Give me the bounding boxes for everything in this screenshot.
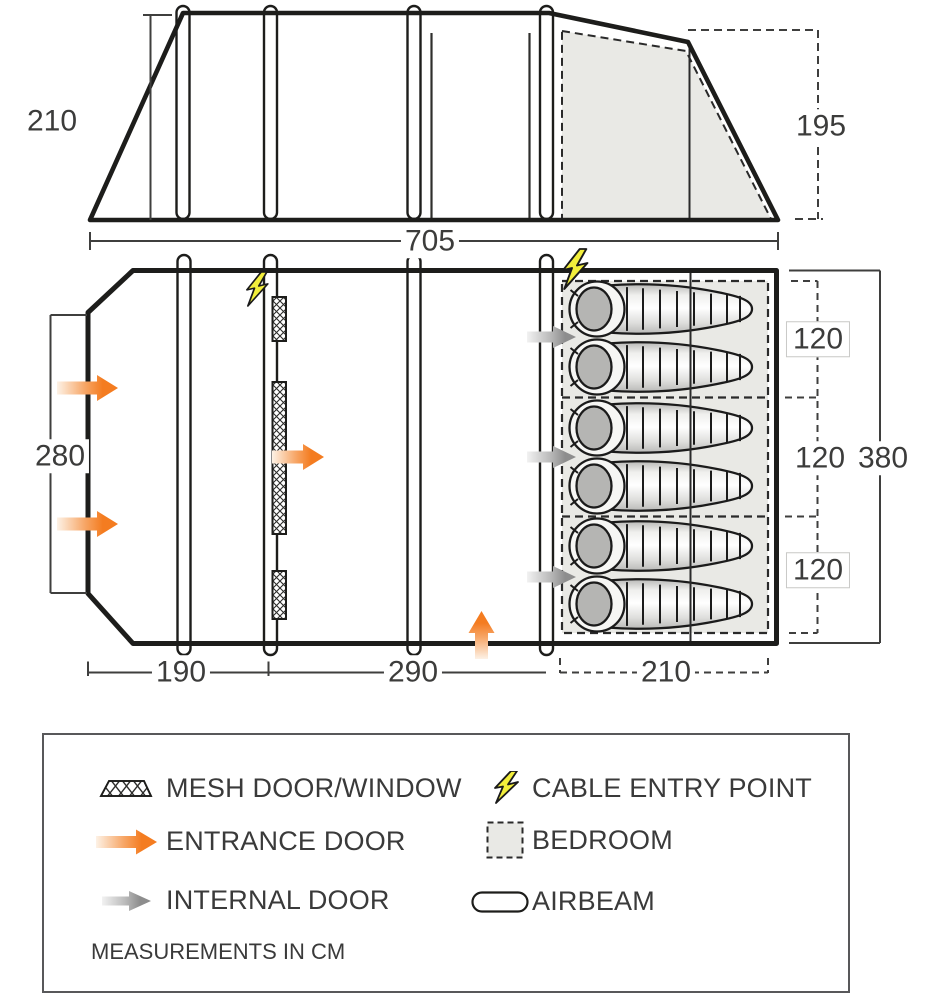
dim-living-depth: 280 (31, 439, 89, 473)
dim-bedroom-1: 120 (786, 321, 850, 357)
legend-item-bedroom (477, 820, 673, 860)
airbeam-tube (264, 6, 277, 219)
dim-bedroom-3: 120 (786, 552, 850, 588)
dim-front-section: 190 (152, 655, 210, 689)
bedroom-swatch-icon (477, 820, 532, 860)
legend-item-airbeam (468, 886, 655, 917)
legend-label: BEDROOM (532, 824, 673, 855)
dim-middle-section: 290 (384, 655, 442, 689)
mesh-swatch-icon (88, 779, 166, 799)
entrance-arrow-icon (88, 828, 166, 856)
dim-bedroom-2: 120 (791, 441, 849, 475)
legend-footer-note: MEASUREMENTS IN CM (91, 939, 346, 964)
legend-item-entrance-door (88, 826, 406, 857)
legend-item-cable-entry-point (482, 771, 812, 805)
floor-plan (57, 249, 777, 659)
airbeam-icon (468, 891, 532, 913)
mesh-panel (273, 571, 287, 619)
dim-side-height-left: 210 (23, 104, 81, 138)
legend-label: ENTRANCE DOOR (166, 826, 406, 856)
mesh-panel (273, 297, 287, 341)
legend-label: CABLE ENTRY POINT (532, 772, 812, 803)
dim-bedroom-total: 380 (854, 441, 912, 475)
side-view (90, 6, 778, 220)
dim-side-height-right: 195 (792, 109, 850, 143)
legend-label: INTERNAL DOOR (166, 885, 390, 915)
legend-item-mesh-door-window (88, 773, 462, 804)
legend (42, 733, 850, 993)
airbeam-tube (177, 6, 190, 219)
airbeam-tube (408, 6, 421, 219)
airbeam-tube (178, 255, 191, 655)
legend-label: AIRBEAM (532, 886, 655, 916)
side-bedroom-area (562, 31, 771, 219)
airbeam-tube (408, 255, 421, 655)
legend-item-internal-door (88, 885, 390, 916)
airbeam-tube (540, 6, 553, 219)
cable-entry-icon (482, 771, 532, 805)
legend-label: MESH DOOR/WINDOW (166, 773, 462, 803)
internal-arrow-icon (88, 889, 166, 913)
dim-total-width: 705 (401, 224, 459, 258)
dim-bedroom-section: 210 (637, 655, 695, 689)
